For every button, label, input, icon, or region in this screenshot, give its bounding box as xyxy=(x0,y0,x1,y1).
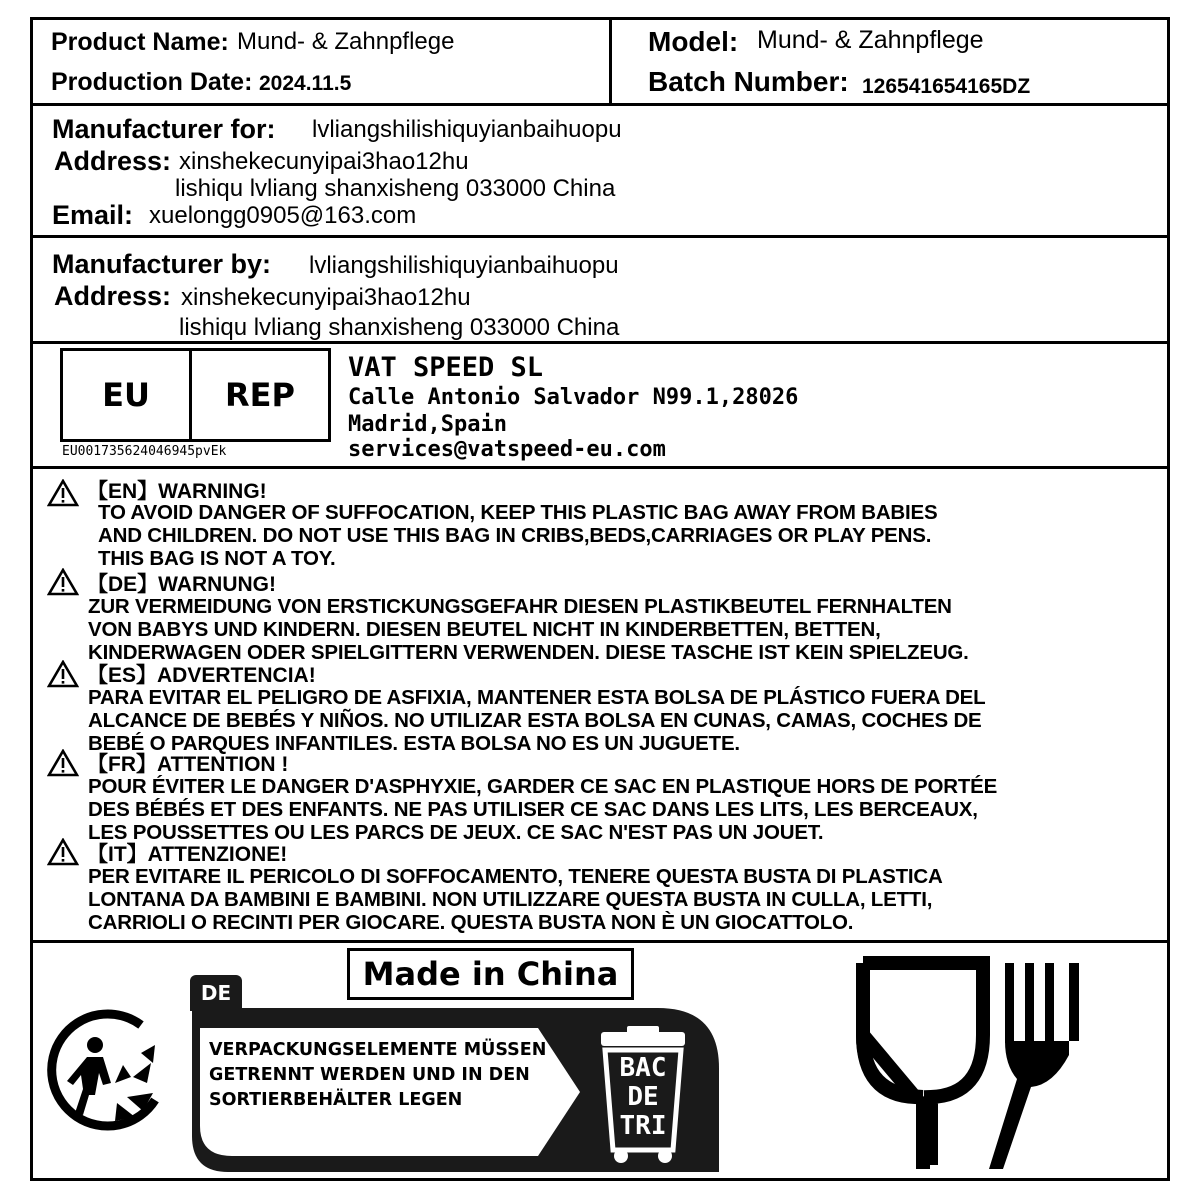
warning-triangle-icon xyxy=(47,660,79,688)
warning-line: ZUR VERMEIDUNG VON ERSTICKUNGSGEFAHR DIESEN PLASTIKBEUTEL FERNHALTEN xyxy=(88,595,952,618)
product-name-value: Mund- & Zahnpflege xyxy=(237,28,455,55)
address-line-2: lishiqu lvliang shanxisheng 033000 China xyxy=(175,175,616,202)
de-text-line-1: VERPACKUNGSELEMENTE MÜSSEN xyxy=(209,1040,547,1060)
rep-box-text: REP xyxy=(225,376,295,414)
email-value: xuelongg0905@163.com xyxy=(149,202,417,229)
production-date-label: Production Date: xyxy=(51,68,253,96)
address-line-1: xinshekecunyipai3hao12hu xyxy=(181,284,471,311)
warning-heading: 【EN】WARNING! xyxy=(87,480,267,503)
bin-text xyxy=(593,1054,693,1141)
warning-line: POUR ÉVITER LE DANGER D'ASPHYXIE, GARDER CE SAC EN PLASTIQUE HORS DE PORTÉE xyxy=(88,775,998,798)
address-label: Address: xyxy=(54,281,172,311)
manufacturer-by-value: lvliangshilishiquyianbaihuopu xyxy=(309,252,619,279)
de-tag xyxy=(190,975,242,1011)
warning-line: DES BÉBÉS ET DES ENFANTS. NE PAS UTILISER CE SAC DANS LES LITS, LES BERCEAUX, xyxy=(88,798,978,821)
tidyman-recycle-icon xyxy=(43,1005,173,1135)
manufacturer-for-value: lvliangshilishiquyianbaihuopu xyxy=(312,116,622,143)
divider xyxy=(33,341,1167,344)
warning-heading: 【DE】WARNUNG! xyxy=(87,573,276,596)
eu-box-text: EU xyxy=(102,376,150,414)
glass-fork-food-safe-icon xyxy=(853,955,1083,1180)
warning-heading: 【ES】ADVERTENCIA! xyxy=(87,664,316,687)
warning-line: VON BABYS UND KINDERN. DIESEN BEUTEL NICHT IN KINDERBETTEN, BETTEN, xyxy=(88,618,881,641)
divider xyxy=(33,235,1167,238)
product-name-label: Product Name: xyxy=(51,28,229,56)
divider xyxy=(609,20,612,104)
product-label xyxy=(30,17,1170,1181)
divider xyxy=(33,466,1167,469)
eu-rep-company: VAT SPEED SL xyxy=(348,352,544,383)
divider xyxy=(33,103,1167,106)
rep-box xyxy=(189,348,331,442)
address-line-1: xinshekecunyipai3hao12hu xyxy=(179,148,469,175)
divider xyxy=(33,940,1167,943)
de-text-line-3: SORTIERBEHÄLTER LEGEN xyxy=(209,1090,463,1110)
eu-rep-address-line-2: Madrid,Spain xyxy=(348,412,507,437)
made-in-box xyxy=(347,948,634,1000)
eu-rep-email: services@vatspeed-eu.com xyxy=(348,437,666,462)
eu-box xyxy=(60,348,192,442)
bin-text-line-3: TRI xyxy=(619,1111,667,1141)
de-text-line-2: GETRENNT WERDEN UND IN DEN xyxy=(209,1065,530,1085)
warning-line: PER EVITARE IL PERICOLO DI SOFFOCAMENTO, TENERE QUESTA BUSTA DI PLASTICA xyxy=(88,865,943,888)
de-tag-text: DE xyxy=(200,981,232,1005)
bin-text-line-2: DE xyxy=(627,1082,659,1112)
model-value: Mund- & Zahnpflege xyxy=(757,26,984,54)
warning-line: KINDERWAGEN ODER SPIELGITTERN VERWENDEN. DIESE TASCHE IST KEIN SPIELZEUG. xyxy=(88,641,969,664)
warning-triangle-icon xyxy=(47,749,79,777)
eu-rep-code: EU001735624046945pvEk xyxy=(62,444,227,459)
batch-number-label: Batch Number: xyxy=(648,66,849,97)
warning-line: AND CHILDREN. DO NOT USE THIS BAG IN CRIBS,BEDS,CARRIAGES OR PLAY PENS. xyxy=(98,524,932,547)
model-label: Model: xyxy=(648,26,739,57)
warning-line: ALCANCE DE BEBÉS Y NIÑOS. NO UTILIZAR ESTA BOLSA EN CUNAS, CAMAS, COCHES DE xyxy=(88,709,982,732)
warning-triangle-icon xyxy=(47,479,79,507)
warning-line: PARA EVITAR EL PELIGRO DE ASFIXIA, MANTENER ESTA BOLSA DE PLÁSTICO FUERA DEL xyxy=(88,686,986,709)
warning-line: CARRIOLI O RECINTI PER GIOCARE. QUESTA BUSTA NON È UN GIOCATTOLO. xyxy=(88,911,854,934)
warning-triangle-icon xyxy=(47,568,79,596)
warning-heading: 【IT】ATTENZIONE! xyxy=(87,843,288,866)
warning-heading: 【FR】ATTENTION ! xyxy=(87,753,289,776)
address-line-2: lishiqu lvliang shanxisheng 033000 China xyxy=(179,314,620,341)
warning-line: LONTANA DA BAMBINI E BAMBINI. NON UTILIZZARE QUESTA BUSTA IN CULLA, LETTI, xyxy=(88,888,933,911)
manufacturer-for-label: Manufacturer for: xyxy=(52,114,276,144)
manufacturer-by-label: Manufacturer by: xyxy=(52,249,272,279)
eu-rep-address-line-1: Calle Antonio Salvador N99.1,28026 xyxy=(348,385,799,410)
warning-triangle-icon xyxy=(47,838,79,866)
address-label: Address: xyxy=(54,146,172,176)
batch-number-value: 126541654165DZ xyxy=(862,75,1031,98)
warning-line: LES POUSSETTES OU LES PARCS DE JEUX. CE SAC N'EST PAS UN JOUET. xyxy=(88,821,824,844)
email-label: Email: xyxy=(52,200,134,230)
production-date-value: 2024.11.5 xyxy=(259,72,352,95)
made-in-text: Made in China xyxy=(362,955,619,993)
warning-line: TO AVOID DANGER OF SUFFOCATION, KEEP THIS PLASTIC BAG AWAY FROM BABIES xyxy=(98,501,938,524)
warning-line: THIS BAG IS NOT A TOY. xyxy=(98,547,336,570)
bin-text-line-1: BAC xyxy=(619,1053,667,1083)
warning-line: BEBÉ O PARQUES INFANTILES. ESTA BOLSA NO ES UN JUGUETE. xyxy=(88,732,740,755)
